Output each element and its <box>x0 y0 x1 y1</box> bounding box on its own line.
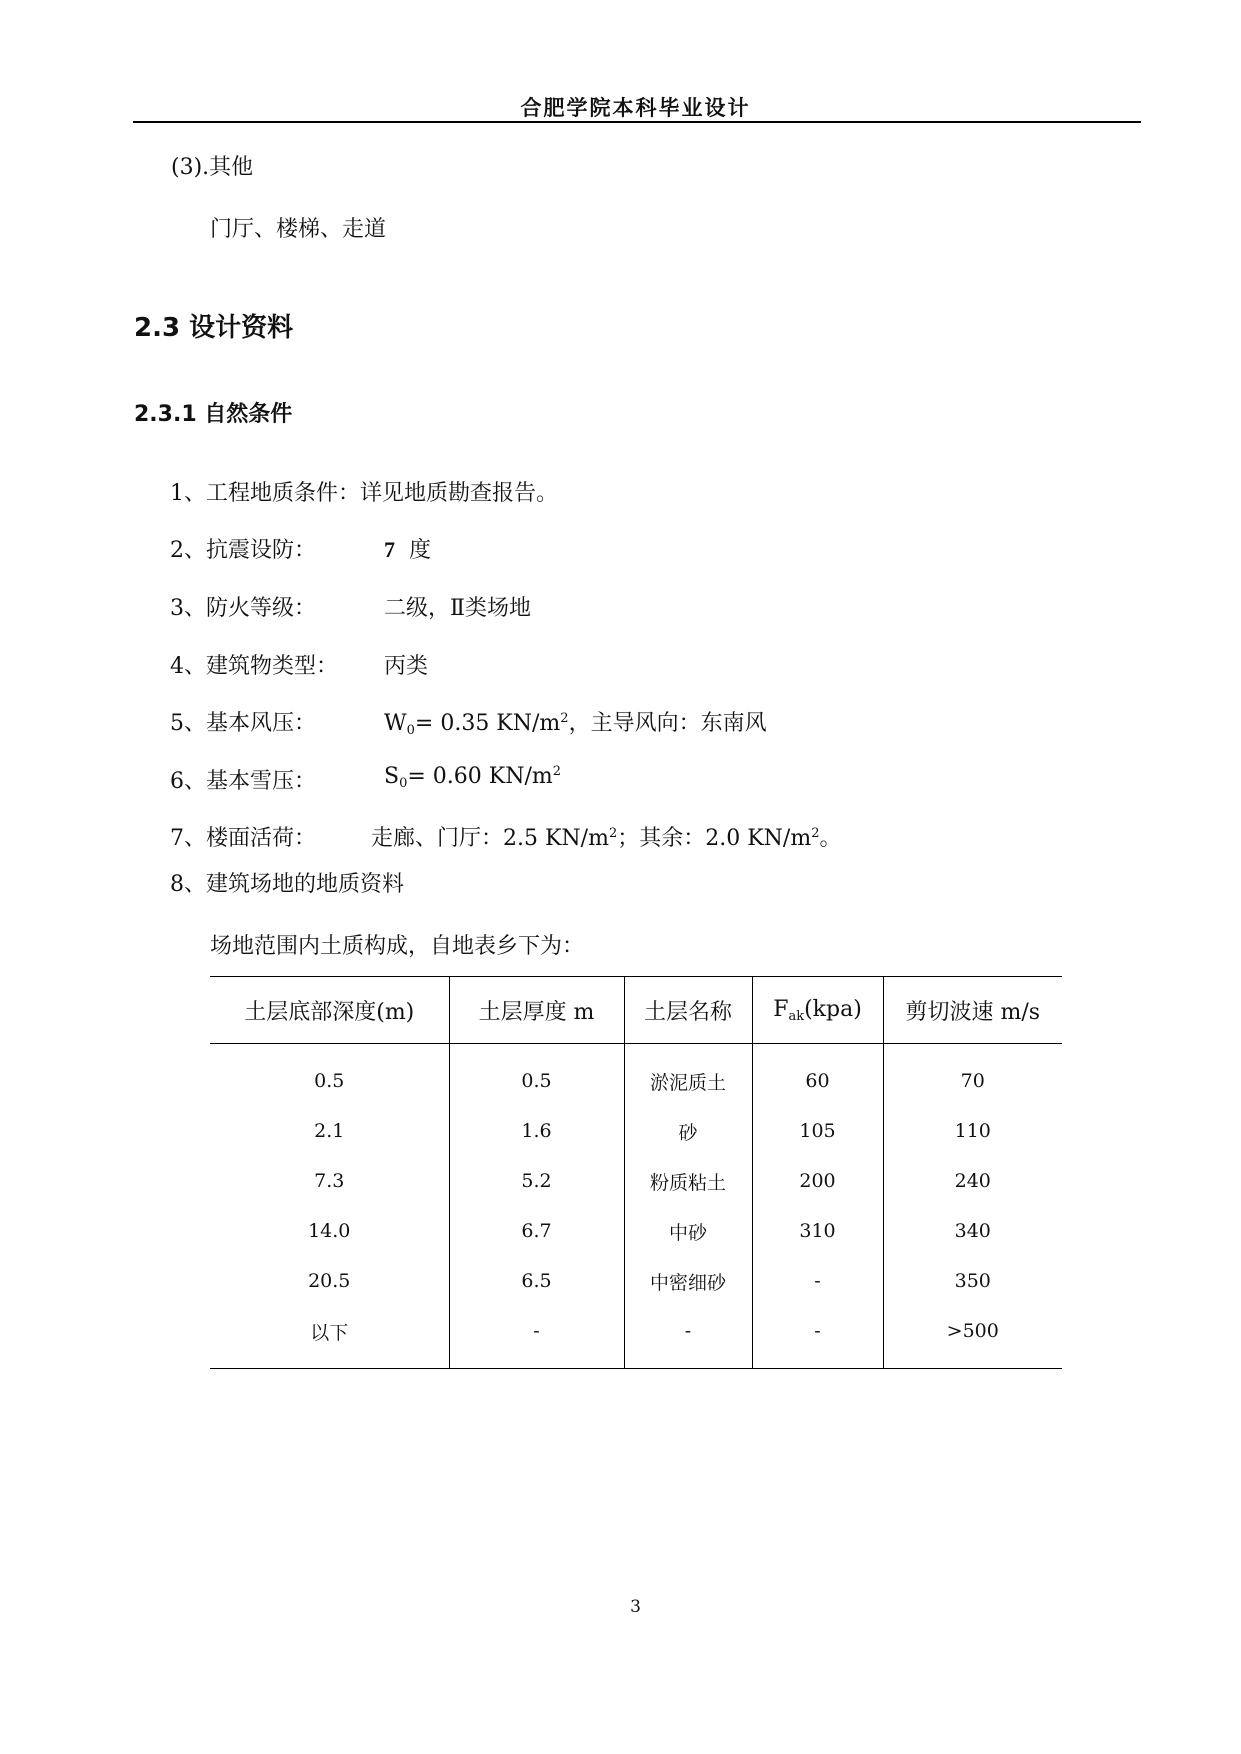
cell-shear-velocity: 340 <box>883 1206 1062 1256</box>
snow-value: = 0.60 KN/m <box>407 764 553 789</box>
live-load-corridor-sup: 2 <box>608 826 618 841</box>
cell-depth: 14.0 <box>308 1220 351 1242</box>
cell-depth: 0.5 <box>314 1070 345 1092</box>
cell-shear-velocity: 70 <box>883 1044 1062 1107</box>
cell-layer-name: 砂 <box>624 1106 752 1156</box>
cell-fak: 310 <box>752 1206 883 1256</box>
table-row <box>210 1206 1062 1256</box>
cell-layer-name: 粉质粘土 <box>624 1156 752 1206</box>
table-intro: 场地范围内土质构成，自地表乡下为： <box>210 934 585 959</box>
header-fak-main: F <box>773 996 789 1022</box>
wind-symbol: W <box>384 711 407 736</box>
snow-symbol-sub: 0 <box>399 776 408 791</box>
cell-thickness: 5.2 <box>449 1156 624 1206</box>
cell-layer-name: 中砂 <box>624 1206 752 1256</box>
cell-thickness: - <box>449 1306 624 1369</box>
table-row <box>210 1156 1062 1206</box>
live-load-other-sup: 2 <box>811 826 820 841</box>
header-fak-sub: ak <box>788 1008 805 1024</box>
snow-unit-sup: 2 <box>552 764 562 779</box>
condition-item-3-label: 3、防火等级： <box>170 596 316 621</box>
cell-thickness: 6.5 <box>449 1256 624 1306</box>
table-row <box>210 1044 1062 1107</box>
header-thickness: 土层厚度 m <box>449 977 624 1044</box>
seismic-unit: 度 <box>409 538 432 563</box>
cell-layer-name: 中密细砂 <box>624 1256 752 1306</box>
wind-direction: ，主导风向：东南风 <box>568 711 767 736</box>
cell-thickness: 1.6 <box>449 1106 624 1156</box>
condition-item-8: 8、建筑场地的地质资料 <box>170 872 404 897</box>
condition-item-7-label: 7、楼面活荷： <box>170 826 316 851</box>
wind-value: = 0.35 KN/m <box>414 711 561 736</box>
cell-shear-velocity: 240 <box>883 1156 1062 1206</box>
cell-thickness: 0.5 <box>449 1044 624 1107</box>
cell-depth: 7.3 <box>314 1170 345 1192</box>
soil-layer-table <box>210 976 1062 1369</box>
cell-shear-velocity: 350 <box>883 1256 1062 1306</box>
table-row <box>210 1256 1062 1306</box>
live-load-end: 。 <box>819 826 842 851</box>
subsection-other-text: 门厅、楼梯、走道 <box>210 217 387 242</box>
cell-layer-name: 淤泥质土 <box>624 1044 752 1107</box>
wind-unit-sup: 2 <box>560 711 569 726</box>
cell-depth: 以下 <box>210 1306 449 1369</box>
condition-item-2-label: 2、抗震设防： <box>170 538 316 563</box>
cell-layer-name: - <box>624 1306 752 1369</box>
cell-fak: 105 <box>752 1106 883 1156</box>
header-depth: 土层底部深度(m) <box>210 977 449 1044</box>
condition-item-2-value <box>384 533 431 564</box>
subsection-other-heading: (3).其他 <box>171 155 254 180</box>
cell-shear-velocity: >500 <box>883 1306 1062 1369</box>
cell-fak: - <box>752 1256 883 1306</box>
live-load-other: ；其余：2.0 KN/m <box>617 826 812 851</box>
header-divider <box>133 121 1141 123</box>
header-fak <box>752 977 883 1044</box>
condition-item-3-value: 二级，Ⅱ类场地 <box>384 596 531 621</box>
header-layer-name: 土层名称 <box>624 977 752 1044</box>
table-header-row <box>210 977 1062 1044</box>
condition-item-6-label: 6、基本雪压： <box>170 769 316 794</box>
condition-item-4-label: 4、建筑物类型： <box>170 654 338 679</box>
table-row <box>210 1106 1062 1156</box>
snow-symbol: S <box>384 764 400 789</box>
condition-item-6-value <box>384 764 561 791</box>
cell-depth: 20.5 <box>308 1270 351 1292</box>
cell-depth: 2.1 <box>314 1120 345 1142</box>
section-heading-2-3: 2.3 设计资料 <box>134 313 294 343</box>
header-shear-velocity: 剪切波速 m/s <box>883 977 1062 1044</box>
live-load-corridor: 走廊、门厅：2.5 KN/m <box>371 826 609 851</box>
table-row <box>210 1306 1062 1369</box>
cell-thickness: 6.7 <box>449 1206 624 1256</box>
cell-fak: 200 <box>752 1156 883 1206</box>
condition-item-5-label: 5、基本风压： <box>170 711 316 736</box>
section-heading-2-3-1: 2.3.1 自然条件 <box>134 402 293 427</box>
cell-shear-velocity: 110 <box>883 1106 1062 1156</box>
condition-item-5-value <box>384 706 767 738</box>
wind-symbol-sub: 0 <box>406 723 415 738</box>
page-header-title: 合肥学院本科毕业设计 <box>520 96 751 120</box>
header-fak-unit: (kpa) <box>804 996 862 1022</box>
cell-fak: 60 <box>752 1044 883 1107</box>
page-number: 3 <box>630 1597 641 1617</box>
condition-item-4-value: 丙类 <box>384 654 429 679</box>
condition-item-1: 1、工程地质条件：详见地质勘查报告。 <box>170 481 558 506</box>
seismic-degree: 7 <box>384 537 395 562</box>
condition-item-7-value <box>371 821 841 852</box>
cell-fak: - <box>752 1306 883 1369</box>
